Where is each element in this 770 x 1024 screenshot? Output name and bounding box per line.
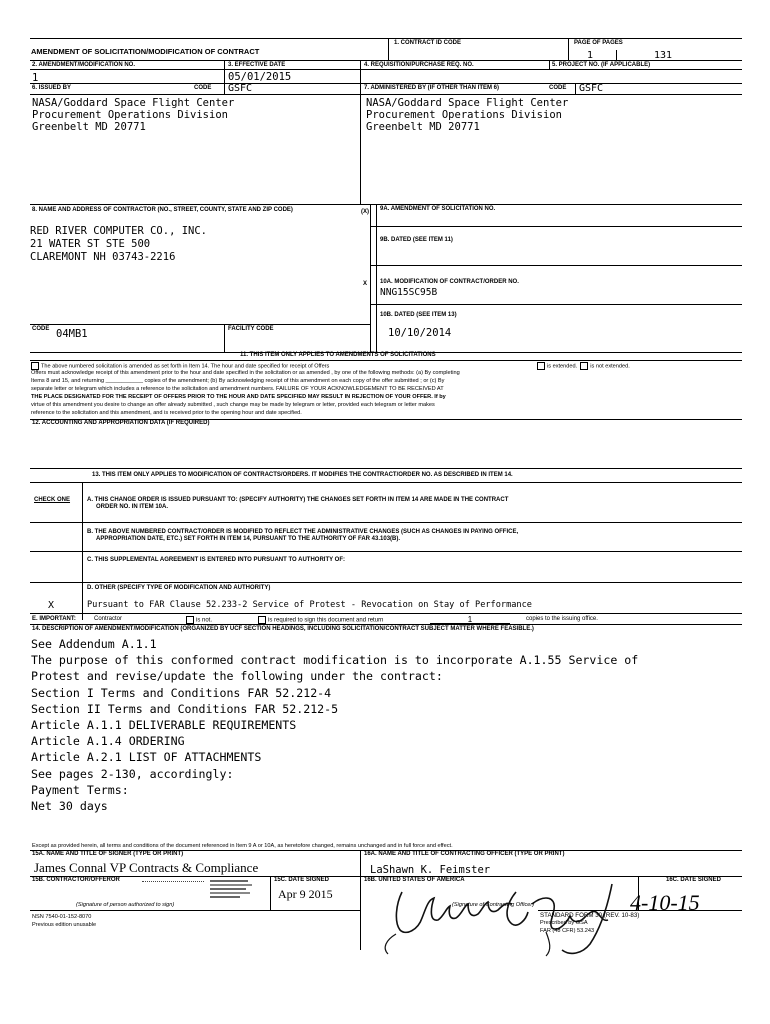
label-9b: 9B. DATED (SEE ITEM 11) — [380, 237, 453, 243]
item13-c-line-1: C. THIS SUPPLEMENTAL AGREEMENT IS ENTERED INTO PURSUANT TO AUTHORITY OF: — [87, 557, 346, 563]
description-line: Article A.1.4 ORDERING — [31, 734, 185, 749]
description-line: Section II Terms and Conditions FAR 52.212-5 — [31, 701, 339, 716]
checkbox-not-extended[interactable] — [580, 362, 588, 370]
administered-by-line-1: NASA/Goddard Space Flight Center — [366, 97, 569, 109]
important-row: E. IMPORTANT: Contractor is not. is required to sign this document and return 1 copies to the issuing office. — [32, 615, 598, 624]
effective-date: 05/01/2015 — [228, 71, 292, 83]
item13-b-line-1: B. THE ABOVE NUMBERED CONTRACT/ORDER IS MODIFIED TO REFLECT THE ADMINISTRATIVE CHANGES (SUCH AS CHANGES IN PAYING OFFICE, — [87, 529, 519, 535]
digital-signature-stamp — [210, 878, 252, 902]
signer-name: James Connal VP Contracts & Compliance — [34, 860, 259, 875]
signature-15b-caption: (Signature of person authorized to sign) — [76, 902, 175, 908]
officer-name: LaShawn K. Feimster — [370, 864, 491, 876]
item13-d-mark: X — [48, 600, 55, 611]
item13-a-line-1: A. THIS CHANGE ORDER IS ISSUED PURSUANT TO: (SPECIFY AUTHORITY) THE CHANGES SET FORTH IN ITEM 14 ARE MADE IN THE CONTRACT — [87, 497, 509, 503]
item13-a-line-2: ORDER NO. IN ITEM 10A. — [96, 504, 169, 510]
administered-by-line-2: Procurement Operations Division — [366, 109, 562, 121]
check-one-label: CHECK ONE — [34, 497, 71, 503]
signature-16b-caption: (Signature of Contracting Officer) — [452, 902, 535, 908]
contractor-code-label: CODE — [32, 326, 50, 332]
except-statement: Except as provided herein, all terms and conditions of the document referenced in Item 9 A or 10A, as heretofore changed, remains unchanged and in full force and effect. — [32, 843, 453, 849]
description-line: Payment Terms: — [31, 782, 129, 797]
item11-line-2: Offers must acknowledge receipt of this amendment prior to the hour and date specified in the solicitation or as amended , by one of the following methods: (a) By completing — [31, 370, 460, 376]
item11-line-1: The above numbered solicitation is amended as set forth in Item 14. The hour and date specified for receipt of Offers is extended. is not extended. — [31, 362, 743, 371]
label-9a: 9A. AMENDMENT OF SOLICITATION NO. — [380, 206, 496, 212]
page-of-pages-label: PAGE OF PAGES — [574, 40, 623, 46]
checkbox-is-required[interactable] — [258, 616, 266, 624]
contract-id-label: 1. CONTRACT ID CODE — [394, 40, 462, 46]
item13-title: 13. THIS ITEM ONLY APPLIES TO MODIFICATION OF CONTRACTS/ORDERS. IT MODIFIES THE CONTRACT/ORDER NO. AS DESCRIBED IN ITEM 14. — [92, 472, 513, 478]
label-15b: 15B. CONTRACTOR/OFFEROR — [32, 877, 120, 883]
description-line: Article A.2.1 LIST OF ATTACHMENTS — [31, 750, 262, 765]
label-15c: 15C. DATE SIGNED — [274, 877, 329, 883]
project-label: 5. PROJECT NO. (IF APPLICABLE) — [552, 62, 651, 68]
nsn-number: NSN 7540-01-152-8070 — [32, 914, 92, 920]
facility-code-label: FACILITY CODE — [228, 326, 274, 332]
administered-by-label: 7. ADMINISTERED BY (IF OTHER THAN ITEM 6) — [364, 85, 500, 91]
item11-line-3: Items 8 and 15, and returning ____________ copies of the amendment; (b) By acknowledging receipt of this amendment on each copy of the offer submitted ; or (c) By — [31, 378, 445, 384]
contractor-line-2: 21 WATER ST STE 500 — [30, 238, 151, 250]
requisition-label: 4. REQUISITION/PURCHASE REQ. NO. — [364, 62, 474, 68]
item11-line-6: virtue of this amendment you desire to change an offer already submitted , such change may be made by telegram or letter, provided each telegram or letter makes — [31, 402, 435, 408]
label-10a: 10A. MODIFICATION OF CONTRACT/ORDER NO. — [380, 279, 519, 285]
previous-edition: Previous edition unusable — [32, 922, 97, 928]
contractor-line-1: RED RIVER COMPUTER CO., INC. — [30, 225, 208, 237]
date-15c: Apr 9 2015 — [278, 887, 333, 901]
signature-15b-mark — [142, 881, 204, 885]
item14-label: 14. DESCRIPTION OF AMENDMENT/MODIFICATION (ORGANIZED BY UCF SECTION HEADINGS, INCLUDING SOLICITATION/CONTRACT SUBJECT MATTER WHERE FEASIBLE.) — [32, 626, 534, 632]
issued-by-code: GSFC — [228, 83, 253, 94]
far-citation: FAR (48 CFR) 53.243 — [540, 928, 595, 934]
description-line: Net 30 days — [31, 799, 108, 814]
description-line: The purpose of this conformed contract modification is to incorporate A.1.55 Service of — [31, 653, 639, 668]
item11-line-4: separate letter or telegram which includes a reference to the solicitation and amendment numbers. FAILURE OF YOUR ACKNOWLEDGEMENT TO BE RECEIVED AT — [31, 386, 444, 392]
amendment-no-label: 2. AMENDMENT/MODIFICATION NO. — [32, 62, 135, 68]
label-15a: 15A. NAME AND TITLE OF SIGNER (TYPE OR PRINT) — [32, 851, 184, 857]
description-line: Article A.1.1 DELIVERABLE REQUIREMENTS — [31, 718, 297, 733]
prescribed-by: Prescribed by GSA — [540, 920, 588, 926]
mark-9a: (X) — [361, 209, 369, 215]
mod-dated: 10/10/2014 — [388, 327, 452, 339]
description-line: See pages 2-130, accordingly: — [31, 766, 234, 781]
contractor-line-3: CLAREMONT NH 03743-2216 — [30, 251, 176, 263]
issued-by-label: 6. ISSUED BY — [32, 85, 72, 91]
administered-by-line-3: Greenbelt MD 20771 — [366, 121, 480, 133]
mod-contract-no: NNG15SC95B — [380, 287, 438, 298]
item11-line-7: reference to the solicitation and this amendment, and is received prior to the opening hour and date specified. — [31, 410, 302, 416]
item13-d-text: Pursuant to FAR Clause 52.233-2 Service of Protest - Revocation on Stay of Performance — [87, 600, 532, 610]
contractor-code: 04MB1 — [56, 328, 88, 340]
date-16c: 4-10-15 — [630, 890, 700, 915]
effective-date-label: 3. EFFECTIVE DATE — [228, 62, 286, 68]
description-line: Protest and revise/update the following under the contract: — [31, 669, 443, 684]
pages-total: 131 — [654, 50, 673, 61]
amendment-no: 1 — [32, 72, 39, 84]
label-16a: 16A. NAME AND TITLE OF CONTRACTING OFFICER (TYPE OR PRINT) — [364, 851, 565, 857]
label-16b: 16B. UNITED STATES OF AMERICA — [364, 877, 465, 883]
page-number: 1 — [587, 50, 594, 61]
item11-title: 11. THIS ITEM ONLY APPLIES TO AMENDMENTS OF SOLICITATIONS — [240, 352, 436, 358]
issued-by-line-2: Procurement Operations Division — [32, 109, 228, 121]
form-title: AMENDMENT OF SOLICITATION/MODIFICATION OF CONTRACT — [31, 47, 260, 56]
checkbox-extended[interactable] — [537, 362, 545, 370]
contractor-label: 8. NAME AND ADDRESS OF CONTRACTOR (NO., STREET, COUNTY, STATE AND ZIP CODE) — [32, 207, 293, 213]
label-16c: 16C. DATE SIGNED — [666, 877, 721, 883]
description-line: Section I Terms and Conditions FAR 52.212-4 — [31, 685, 332, 700]
item11-line-5: THE PLACE DESIGNATED FOR THE RECEIPT OF OFFERS PRIOR TO THE HOUR AND DATE SPECIFIED MAY RESULT IN REJECTION OF YOUR OFFER. If by — [31, 394, 446, 400]
issued-by-line-3: Greenbelt MD 20771 — [32, 121, 146, 133]
item13-b-line-2: APPROPRIATION DATE, ETC.) SET FORTH IN ITEM 14, PURSUANT TO THE AUTHORITY OF FAR 43.103(B). — [96, 536, 401, 542]
administered-by-code: GSFC — [579, 83, 604, 94]
item14-description — [31, 636, 638, 814]
label-10b: 10B. DATED (SEE ITEM 13) — [380, 312, 457, 318]
item11-checkbox-amended[interactable] — [31, 362, 39, 370]
standard-form: STANDARD FORM 30 (REV. 10-83) — [540, 912, 640, 919]
description-line: See Addendum A.1.1 — [31, 637, 157, 651]
checkbox-is-not[interactable] — [186, 616, 194, 624]
issued-by-line-1: NASA/Goddard Space Flight Center — [32, 97, 235, 109]
mark-10a: X — [363, 281, 368, 287]
issued-by-code-label: CODE — [194, 85, 212, 91]
administered-by-code-label: CODE — [549, 85, 567, 91]
accounting-label: 12. ACCOUNTING AND APPROPRIATION DATA (IF REQUIRED) — [32, 420, 210, 426]
item13-d-line-1: D. OTHER (SPECIFY TYPE OF MODIFICATION AND AUTHORITY) — [87, 585, 271, 591]
